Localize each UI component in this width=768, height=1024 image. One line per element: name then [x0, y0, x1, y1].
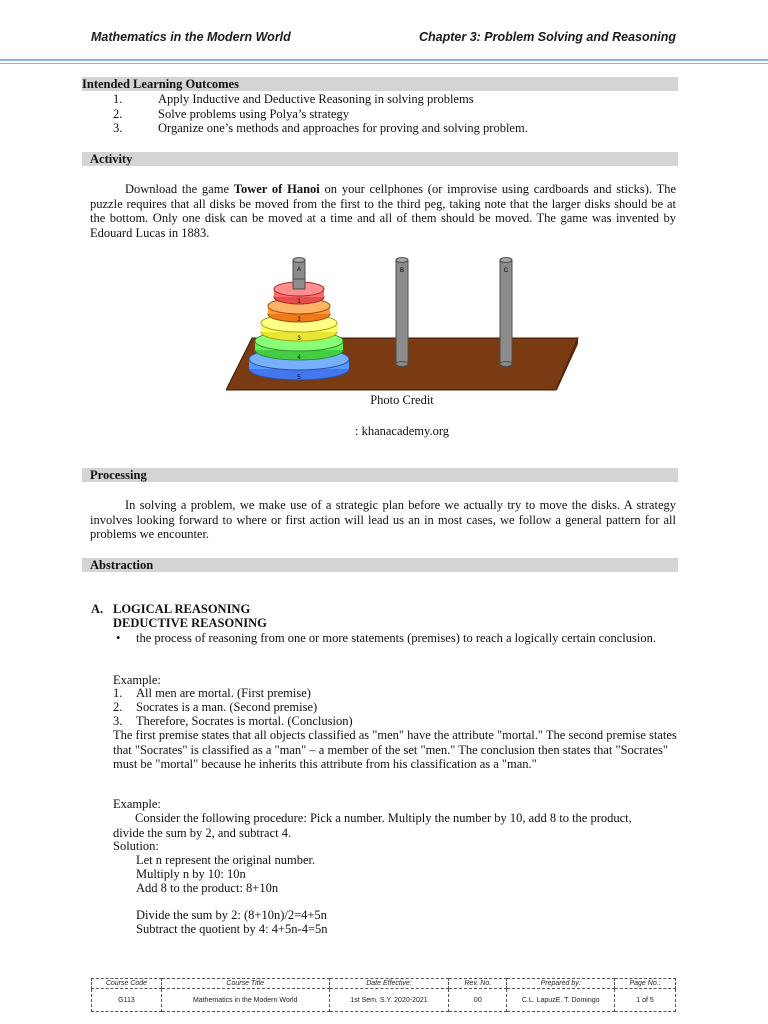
activity-game-name: Tower of Hanoi — [233, 182, 320, 196]
disk-label-5: 5 — [297, 375, 301, 381]
solution-label: Solution: — [113, 839, 159, 853]
ilo-item-3: Organize one’s methods and approaches for proving and solving problem. — [158, 121, 528, 135]
activity-text-a: Download the game — [125, 182, 234, 196]
peg-label-a: A — [296, 267, 302, 273]
peg-b-top — [396, 258, 408, 263]
bullet-dot: • — [116, 631, 121, 645]
disk-label-3: 3 — [297, 336, 301, 342]
example1-num-1: 1. — [113, 686, 123, 700]
footer-course-title: Mathematics in the Modern World — [161, 989, 329, 1012]
footer-date-effective: 1st Sem. S.Y. 2020-2021 — [329, 989, 449, 1012]
processing-paragraph: In solving a problem, we make use of a strategic plan before we actually try to move the disks. A strategy involves looking forward to where or first action will lead us an in most cases, we follow a general pattern for all problems we encounter. — [90, 498, 676, 542]
deductive-definition: the process of reasoning from one or more statements (premises) to reach a logically certain conclusion. — [136, 631, 656, 645]
peg-c-bottom — [500, 362, 512, 367]
photo-credit: Photo Credit — [370, 393, 434, 407]
activity-text-b: on your cellphones (or improvise using cardboards and sticks). The puzzle requires that all disks be moved from the first to the third peg, taking note that the larger disks should be at the bottom. Only one disk can be moved at a time and all of them should be moved. The game was invented by Edouard Lucas in 1883. — [90, 182, 677, 240]
footer-page-no: 1 of 5 — [615, 989, 676, 1012]
header-course-title: Mathematics in the Modern World — [91, 30, 291, 44]
footer-header-row — [92, 979, 676, 989]
abstraction-heading-bar — [82, 558, 678, 572]
example1-item-3: Therefore, Socrates is mortal. (Conclusion) — [136, 714, 353, 728]
peg-label-b: B — [399, 268, 405, 274]
example1-num-3: 3. — [113, 714, 123, 728]
header-chapter-title: Chapter 3: Problem Solving and Reasoning — [419, 30, 676, 44]
solution-line-2: Multiply n by 10: 10n — [136, 867, 246, 881]
disk-label-2: 2 — [297, 317, 301, 323]
header-rule — [0, 59, 768, 61]
solution-line-4: Divide the sum by 2: (8+10n)/2=4+5n — [136, 908, 327, 922]
ilo-heading-bar — [82, 77, 678, 91]
example1-item-2: Socrates is a man. (Second premise) — [136, 700, 318, 714]
section-letter: A. — [91, 602, 104, 616]
tower-of-hanoi-figure — [226, 255, 582, 391]
peg-a-top — [293, 258, 305, 263]
activity-heading: Activity — [90, 152, 133, 166]
example1-item-1: All men are mortal. (First premise) — [136, 686, 311, 700]
document-footer-table — [91, 978, 676, 1012]
ilo-heading: Intended Learning Outcomes — [82, 77, 239, 91]
activity-paragraph — [90, 182, 676, 240]
activity-heading-bar — [82, 152, 678, 166]
ilo-num-2: 2. — [113, 107, 123, 121]
footer-header-rev-no: Rev. No. — [449, 979, 507, 989]
footer-header-prepared-by: Prepared by: — [507, 979, 615, 989]
section-subtitle: DEDUCTIVE REASONING — [113, 616, 267, 630]
peg-c — [500, 260, 512, 364]
ilo-num-3: 3. — [113, 121, 123, 135]
page-header — [0, 0, 768, 66]
solution-line-1: Let n represent the original number. — [136, 853, 316, 867]
example-label-1: Example: — [113, 673, 161, 687]
footer-value-row — [92, 989, 676, 1012]
footer-header-date-effective: Date Effective: — [329, 979, 449, 989]
peg-label-c: C — [503, 268, 509, 274]
abstraction-heading: Abstraction — [90, 558, 154, 572]
footer-course-code: G113 — [92, 989, 162, 1012]
example1-explanation: The first premise states that all objects classified as "men" have the attribute "mortal." The second premise states that "Socrates" is classified as a "man" – a member of the set "men." The conclusion then states that "Socrates" must be "mortal" because he inherits this attribute from his classification as a "man." — [113, 728, 677, 772]
disk-label-4: 4 — [297, 355, 301, 361]
peg-b-bottom — [396, 362, 408, 367]
footer-header-course-code: Course Code — [92, 979, 162, 989]
footer-header-page-no: Page No.: — [615, 979, 676, 989]
example2-procedure: Consider the following procedure: Pick a number. Multiply the number by 10, add 8 to the product, divide the sum by 2, and subtract 4. — [113, 811, 632, 840]
peg-c-top — [500, 258, 512, 263]
ilo-num-1: 1. — [113, 92, 123, 106]
solution-line-3: Add 8 to the product: 8+10n — [136, 881, 279, 895]
disk-1 — [274, 279, 324, 305]
ilo-item-2: Solve problems using Polya’s strategy — [158, 107, 349, 121]
example-label-2: Example: — [113, 797, 161, 811]
disk-label-1: 1 — [297, 299, 301, 305]
ilo-item-1: Apply Inductive and Deductive Reasoning in solving problems — [158, 92, 474, 106]
processing-heading: Processing — [90, 468, 147, 482]
processing-heading-bar — [82, 468, 678, 482]
example1-num-2: 2. — [113, 700, 123, 714]
footer-prepared-by: C.L. LapuzE. T. Domingo — [507, 989, 615, 1012]
peg-b — [396, 260, 408, 364]
solution-line-5: Subtract the quotient by 4: 4+5n-4=5n — [136, 922, 328, 936]
footer-header-course-title: Course Title — [161, 979, 329, 989]
header-rule-thin — [0, 63, 768, 64]
section-title: LOGICAL REASONING — [113, 602, 251, 616]
footer-rev-no: 00 — [449, 989, 507, 1012]
photo-credit-source: : khanacademy.org — [354, 424, 450, 438]
